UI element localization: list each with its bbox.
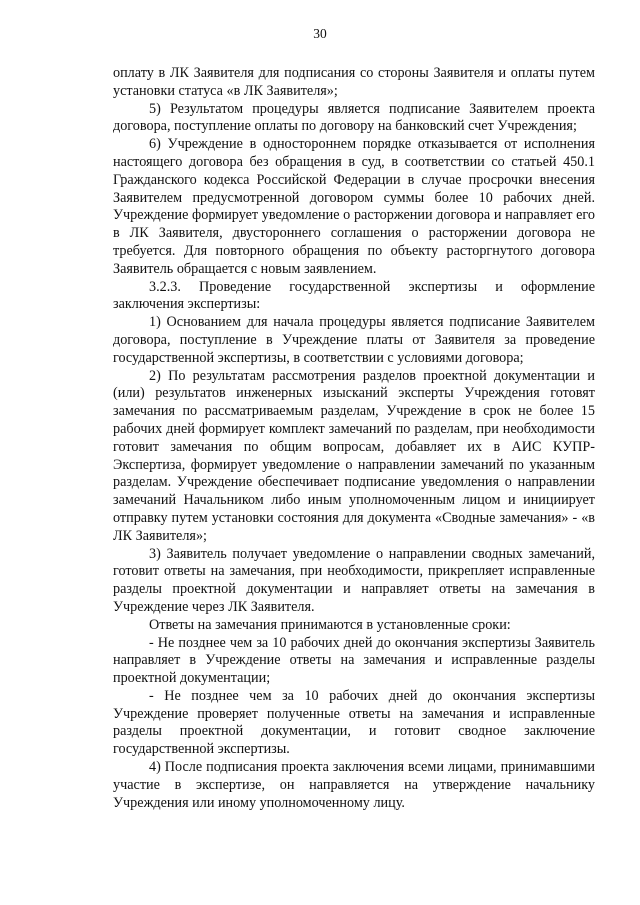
paragraph-item-5: 5) Результатом процедуры является подписание Заявителем проекта договора, поступление оплаты по договору на банковский счет Учреждения; [113, 100, 595, 135]
paragraph-continuation: оплату в ЛК Заявителя для подписания со стороны Заявителя и оплаты путем установки статуса «в ЛК Заявителя»; [113, 65, 595, 99]
paragraph-item-4: 4) После подписания проекта заключения всеми лицами, принимавшими участие в экспертизе, он направляется на утверждение начальнику Учреждения или иному уполномоченному лицу. [113, 759, 595, 811]
paragraph-deadline-institution: - Не позднее чем за 10 рабочих дней до окончания экспертизы Учреждение проверяет полученные ответы на замечания и исправленные разделы проектной документации, и готовит сводное заключение государственной экспертизы. [113, 687, 595, 758]
paragraph-item-2: 2) По результатам рассмотрения разделов проектной документации и (или) результатов инженерных изысканий эксперты Учреждения готовят замечания по рассматриваемым разделам, Учреждение в срок не более 15 рабочих дней формирует комплект замечаний по разделам, при необходимости готовит замечания по общим вопросам, добавляет их в АИС КУПР-Экспертиза, формирует уведомление о направлении замечаний по указанным разделам. Учреждение обеспечивает подписание уведомления о направлении замечаний Начальником либо иным уполномоченным лицом и инициирует отправку путем установки состояния для документа «Сводные замечания» - «в ЛК Заявителя»; [113, 367, 595, 544]
paragraph-item-1: 1) Основанием для начала процедуры является подписание Заявителем договора, поступление в Учреждение платы от Заявителя за проведение государственной экспертизы, в соответствии с условиями договора; [113, 314, 595, 366]
paragraph-item-6: 6) Учреждение в одностороннем порядке отказывается от исполнения настоящего договора без обращения в суд, в соответствии со статьей 450.1 Гражданского кодекса Российской Федерации в случае просрочки внесения Заявителем предусмотренной договором суммы более 10 рабочих дней. Учреждение формирует уведомление о расторжении договора и направляет его в ЛК Заявителя, двустороннего соглашения о расторжении договора не требуется. Для повторного обращения по объекту расторгнутого договора Заявитель обращается с новым заявлением. [113, 136, 595, 277]
paragraph-item-3: 3) Заявитель получает уведомление о направлении сводных замечаний, готовит ответы на замечания, при необходимости, прикрепляет исправленные разделы проектной документации и направляет ответы на замечания в Учреждение через ЛК Заявителя. [113, 545, 595, 615]
paragraph-deadline-applicant: - Не позднее чем за 10 рабочих дней до окончания экспертизы Заявитель направляет в Учреждение ответы на замечания и исправленные разделы проектной документации; [113, 634, 595, 687]
paragraph-deadlines-intro: Ответы на замечания принимаются в установленные сроки: [149, 616, 511, 633]
document-body [113, 65, 595, 812]
section-heading-3-2-3: 3.2.3. Проведение государственной экспертизы и оформление заключения экспертизы: [113, 278, 595, 313]
page-number: 30 [313, 26, 327, 41]
